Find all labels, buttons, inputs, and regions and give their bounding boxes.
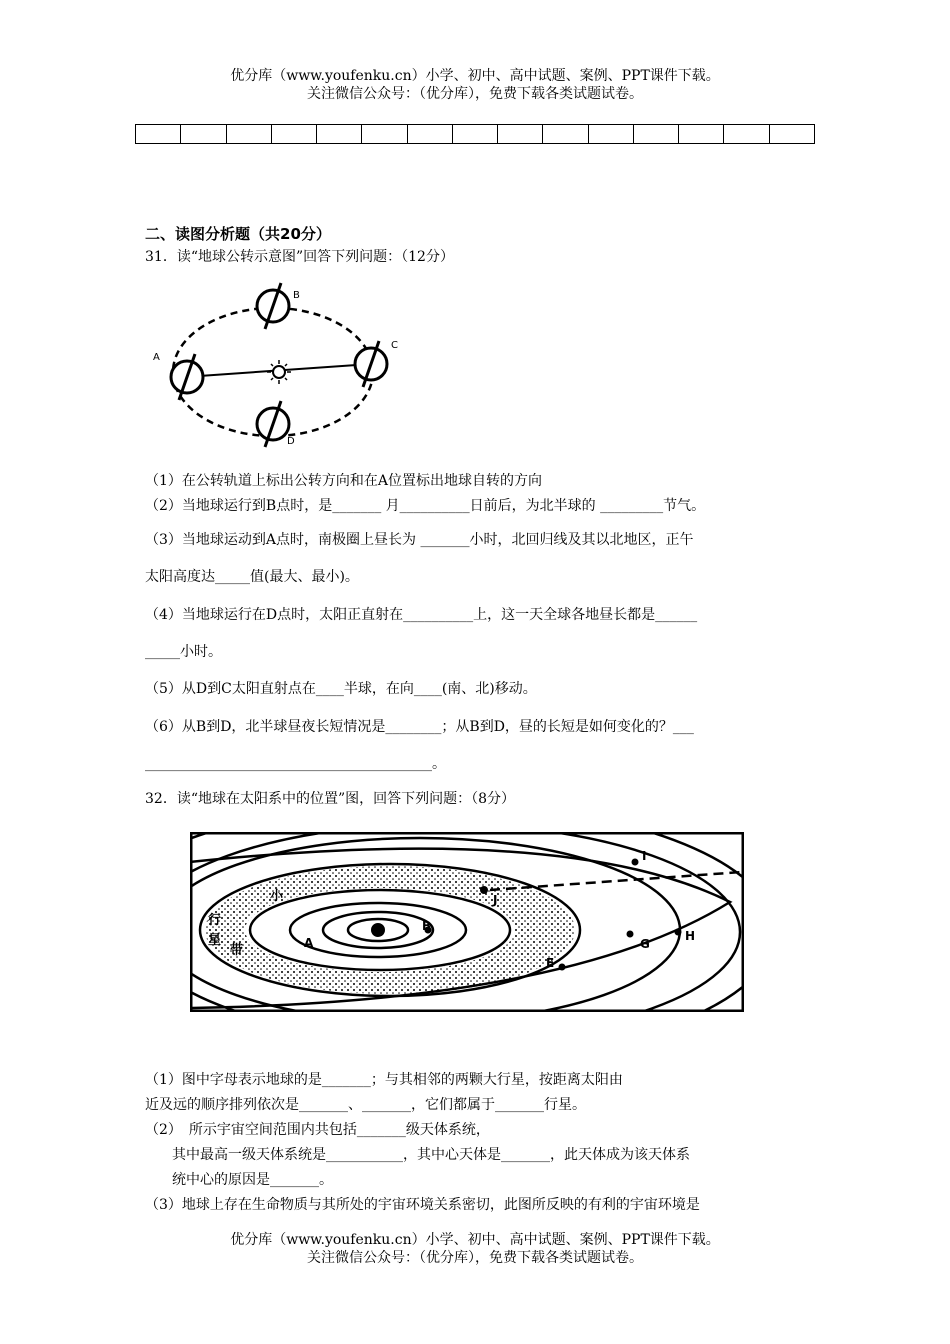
answer-cell [453,125,498,143]
solar-system-diagram [190,832,744,1012]
answer-grid [135,124,815,144]
label-c: C [391,340,398,351]
label-b: B [293,290,300,301]
answer-cell [589,125,634,143]
earth-position-a [171,354,203,400]
label-a: A [304,936,314,950]
label-dai: 带 [230,943,244,958]
answer-cell [136,125,181,143]
q31-item-4: （4）当地球运行在D点时，太阳正直射在__________上，这一天全球各地昼长都是______ [145,607,698,623]
footer-line-1: 优分库（www.youfenku.cn）小学、初中、高中试题、案例、PPT课件下载。 [230,1232,720,1248]
answer-cell [181,125,226,143]
label-xing2: 星 [208,933,222,948]
label-h: H [685,929,696,943]
label-j: J [493,893,498,907]
header-line-2: 关注微信公众号：（优分库），免费下载各类试题试卷。 [307,86,643,102]
q32-item-1: （1）图中字母表示地球的是_______；与其相邻的两颗大行星，按距离太阳由 [145,1072,623,1088]
q31-item-5: （5）从D到C太阳直射点在____半球，在向____(南、北)移动。 [145,681,537,697]
answer-cell [408,125,453,143]
header-line-1: 优分库（www.youfenku.cn）小学、初中、高中试题、案例、PPT课件下载。 [230,68,720,84]
q32-item-3: （3）地球上存在生命物质与其所处的宇宙环境关系密切，此图所反映的有利的宇宙环境是 [145,1197,700,1213]
label-g: G [640,937,650,951]
q32-item-2-cont: 其中最高一级天体系统是___________，其中心天体是_______，此天体成为该天体系 [172,1147,690,1163]
planet-h [675,929,682,936]
label-i: I [642,849,647,863]
answer-cell [362,125,407,143]
answer-cell [317,125,362,143]
q31-item-4-cont: _____小时。 [145,644,222,660]
planet-g [627,931,634,938]
answer-cell [770,125,814,143]
label-e: E [546,956,555,970]
q31-item-3: （3）当地球运动到A点时，南极圈上昼长为 _______小时，北回归线及其以北地区，正午 [145,532,694,548]
q32-stem: 32．读“地球在太阳系中的位置”图，回答下列问题：（8分） [145,791,516,807]
q31-item-1: （1）在公转轨道上标出公转方向和在A位置标出地球自转的方向 [145,473,543,489]
label-d: D [287,436,295,447]
q32-item-1-cont: 近及远的顺序排列依次是_______、_______，它们都属于_______行星。 [145,1097,586,1113]
answer-cell [227,125,272,143]
answer-cell [724,125,769,143]
earth-position-b [257,283,289,329]
q31-item-3-cont: 太阳高度达_____值(最大、最小)。 [145,569,359,585]
earth-position-d [257,401,289,447]
q32-item-2-cont2: 统中心的原因是_______。 [172,1172,333,1188]
label-b: B [422,919,432,933]
footer-line-2: 关注微信公众号：（优分库），免费下载各类试题试卷。 [307,1250,643,1266]
earth-revolution-diagram [145,272,405,452]
answer-cell [634,125,679,143]
answer-cell [543,125,588,143]
sun-icon [267,360,291,384]
planet-i [632,859,639,866]
planet-e [559,964,566,971]
earth-position-c [355,341,387,387]
label-xing: 行 [208,913,222,928]
q32-item-2: （2） 所示宇宙空间范围内共包括_______级天体系统， [145,1122,490,1138]
q31-item-6: （6）从B到D，北半球昼夜长短情况是________；从B到D，昼的长短是如何变化的？___ [145,719,694,735]
label-a: A [153,352,160,363]
sun-icon [371,923,385,937]
q31-item-6-cont: _________________________________________。 [145,756,446,772]
answer-cell [679,125,724,143]
q31-stem: 31．读“地球公转示意图”回答下列问题：（12分） [145,249,454,265]
label-xiao: 小 [270,889,284,904]
answer-cell [498,125,543,143]
section-title: 二、读图分析题（共20分） [145,225,331,243]
q31-item-2: （2）当地球运行到B点时，是_______ 月__________日前后，为北半球的 _________节气。 [145,498,706,514]
planet-j [480,886,488,894]
answer-cell [272,125,317,143]
